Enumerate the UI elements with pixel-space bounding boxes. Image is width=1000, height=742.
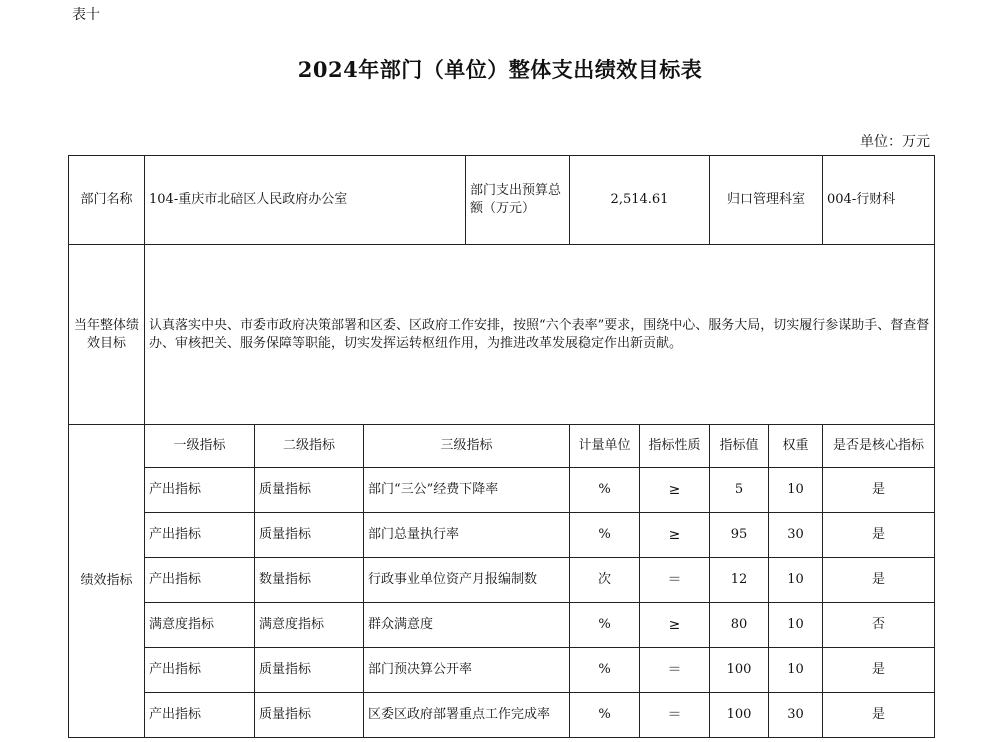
nature-cell: ≥ [640,468,710,513]
header-core: 是否是核心指标 [823,425,935,468]
level2-cell: 数量指标 [255,558,364,603]
weight-cell: 10 [769,558,823,603]
header-value: 指标值 [710,425,769,468]
level1-cell: 产出指标 [145,468,255,513]
dept-name-label: 部门名称 [69,156,145,245]
header-unit: 计量单位 [570,425,640,468]
unit-label: 单位：万元 [860,134,930,150]
value-cell: 12 [710,558,769,603]
header-weight: 权重 [769,425,823,468]
unit-cell: % [570,648,640,693]
core-cell: 否 [823,603,935,648]
core-cell: 是 [823,468,935,513]
weight-cell: 10 [769,468,823,513]
core-cell: 是 [823,558,935,603]
unit-cell: % [570,468,640,513]
value-cell: 80 [710,603,769,648]
value-cell: 5 [710,468,769,513]
goal-label: 当年整体绩效目标 [69,245,145,425]
level1-cell: 产出指标 [145,648,255,693]
value-cell: 100 [710,648,769,693]
level1-cell: 产出指标 [145,513,255,558]
table-row [69,468,935,513]
table-row [69,603,935,648]
table-row [69,558,935,603]
performance-table-frame [68,155,935,738]
mgmt-dept-label: 归口管理科室 [710,156,823,245]
table-row [69,693,935,738]
nature-cell: ≥ [640,603,710,648]
level2-cell: 质量指标 [255,468,364,513]
level3-cell: 部门“三公”经费下降率 [364,468,570,513]
info-row [69,156,935,245]
level1-cell: 满意度指标 [145,603,255,648]
level3-cell: 部门预决算公开率 [364,648,570,693]
level3-cell: 部门总量执行率 [364,513,570,558]
table-row [69,513,935,558]
goal-text: 认真落实中央、市委市政府决策部署和区委、区政府工作安排，按照“六个表率”要求，围绕中心、服务大局，切实履行参谋助手、督查督办、审核把关、服务保障等职能，切实发挥运转枢纽作用，为推进改革发展稳定作出新贡献。 [145,245,935,425]
weight-cell: 30 [769,693,823,738]
unit-cell: % [570,693,640,738]
core-cell: 是 [823,648,935,693]
level3-cell: 行政事业单位资产月报编制数 [364,558,570,603]
dept-name-value: 104-重庆市北碚区人民政府办公室 [145,156,466,245]
nature-cell: ＝ [640,693,710,738]
budget-label: 部门支出预算总额（万元） [466,156,570,245]
core-cell: 是 [823,513,935,558]
core-cell: 是 [823,693,935,738]
value-cell: 100 [710,693,769,738]
table-row [69,648,935,693]
performance-table [68,155,935,738]
unit-cell: % [570,603,640,648]
budget-value: 2,514.61 [570,156,710,245]
weight-cell: 10 [769,603,823,648]
header-level3: 三级指标 [364,425,570,468]
indicator-header-row [69,425,935,468]
level2-cell: 质量指标 [255,693,364,738]
level1-cell: 产出指标 [145,693,255,738]
level2-cell: 满意度指标 [255,603,364,648]
table-tag: 表十 [72,7,100,23]
nature-cell: ＝ [640,648,710,693]
level3-cell: 群众满意度 [364,603,570,648]
page-title: 2024年部门（单位）整体支出绩效目标表 [297,57,703,82]
weight-cell: 30 [769,513,823,558]
level2-cell: 质量指标 [255,513,364,558]
value-cell: 95 [710,513,769,558]
nature-cell: ＝ [640,558,710,603]
unit-cell: 次 [570,558,640,603]
level2-cell: 质量指标 [255,648,364,693]
header-nature: 指标性质 [640,425,710,468]
goal-row [69,245,935,425]
unit-cell: % [570,513,640,558]
nature-cell: ≥ [640,513,710,558]
weight-cell: 10 [769,648,823,693]
indicator-section-label: 绩效指标 [69,425,145,738]
header-level1: 一级指标 [145,425,255,468]
level1-cell: 产出指标 [145,558,255,603]
header-level2: 二级指标 [255,425,364,468]
mgmt-dept-value: 004-行财科 [823,156,935,245]
level3-cell: 区委区政府部署重点工作完成率 [364,693,570,738]
